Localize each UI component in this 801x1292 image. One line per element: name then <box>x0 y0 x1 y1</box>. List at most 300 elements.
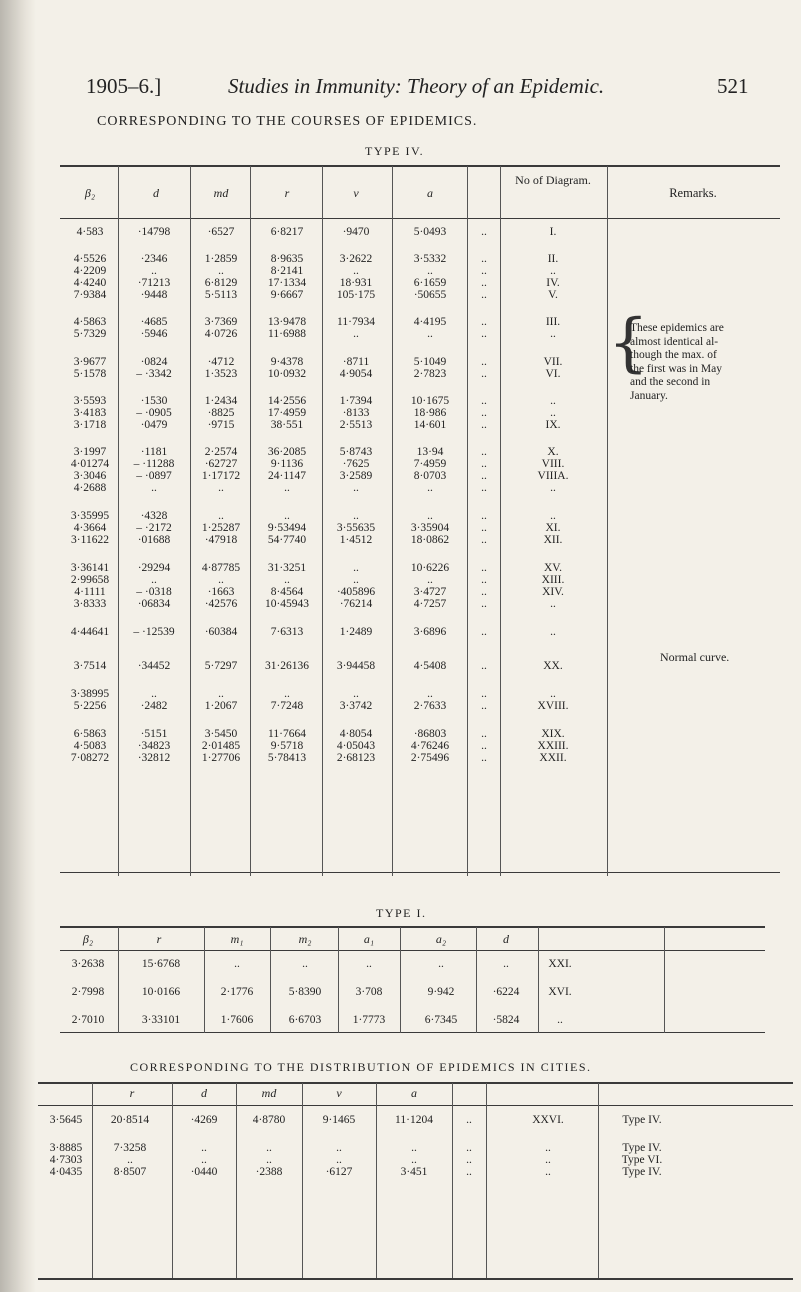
type-iv-cell: 7·9384 <box>73 289 107 301</box>
type-iv-cell: 4·5863 <box>73 316 107 328</box>
type-iv-cell: 105·175 <box>336 289 376 301</box>
type-i-cell: 6·7345 <box>424 1014 458 1026</box>
type-iv-cell: 1·27706 <box>201 752 241 764</box>
cities-cell: .. <box>411 1154 417 1166</box>
type-iv-cell: .. <box>481 740 487 752</box>
cities-cell: 3·451 <box>400 1166 428 1178</box>
type-iv-cell: ·0824 <box>140 356 168 368</box>
type-iv-cell: 4·76246 <box>410 740 450 752</box>
type-iv-cell: ·60384 <box>204 626 238 638</box>
cities-cell: .. <box>411 1142 417 1154</box>
header-title: Studies in Immunity: Theory of an Epidemic. <box>228 74 605 98</box>
type-iv-cell: .. <box>218 510 224 522</box>
type-iv-cell: 1·25287 <box>201 522 241 534</box>
type-iv-cell: 2·2574 <box>204 446 238 458</box>
type-iv-cell: 3·4727 <box>413 586 447 598</box>
type-iv-cell: 14·601 <box>413 419 447 431</box>
cities-cell: XXVI. <box>532 1114 564 1126</box>
type-iv-cell: IX. <box>545 419 561 431</box>
type-iv-cell: – ·0905 <box>136 407 172 419</box>
type-iv-cell: .. <box>218 574 224 586</box>
type-i-cell: .. <box>503 958 509 970</box>
type-i-cell: 6·6703 <box>288 1014 322 1026</box>
type-iv-top-rule <box>60 165 780 167</box>
cities-cell: .. <box>201 1142 207 1154</box>
type-i-title: TYPE I. <box>376 906 427 920</box>
type-iv-cell: 3·3046 <box>73 470 107 482</box>
type-iv-cell: 2·7823 <box>413 368 447 380</box>
type-iv-cell: ·8825 <box>207 407 235 419</box>
type-iv-cell: .. <box>481 368 487 380</box>
type-i-cell: .. <box>302 958 308 970</box>
type-iv-col-sep <box>467 166 468 876</box>
type-iv-cell: 11·7934 <box>337 316 375 328</box>
type-iv-cell: ·7625 <box>342 458 370 470</box>
type-iv-cell: .. <box>481 728 487 740</box>
type-iv-cell: 7·7248 <box>270 700 304 712</box>
type-iv-cell: ·4712 <box>207 356 235 368</box>
type-iv-cell: 6·1659 <box>413 277 447 289</box>
type-iv-cell: .. <box>481 395 487 407</box>
type-iv-cell: 1·2859 <box>204 253 238 265</box>
cities-col-sep <box>236 1083 237 1278</box>
type-i-cell: XXI. <box>548 958 572 970</box>
type-iv-cell: ·9448 <box>140 289 168 301</box>
type-iv-cell: VIII. <box>541 458 565 470</box>
type-iv-cell: 3·7514 <box>73 660 107 672</box>
type-i-cell: 2·1776 <box>220 986 254 998</box>
type-i-cell: .. <box>366 958 372 970</box>
cities-cell: 7·3258 <box>113 1142 147 1154</box>
type-iv-cell: .. <box>481 562 487 574</box>
type-iv-cell: 3·5332 <box>413 253 447 265</box>
type-iv-cell: 31·26136 <box>264 660 310 672</box>
type-iv-cell: 9·4378 <box>270 356 304 368</box>
type-i-col-sep <box>664 927 665 1033</box>
type-iv-cell: 17·4959 <box>267 407 307 419</box>
type-iv-cell: XII. <box>543 534 563 546</box>
cities-cell: 9·1465 <box>322 1114 356 1126</box>
type-iv-cell: ·1181 <box>140 446 168 458</box>
col-head-a: a <box>427 186 433 200</box>
cities-col-sep <box>92 1083 93 1278</box>
type-iv-cell: .. <box>151 265 157 277</box>
type-iv-cell: .. <box>151 688 157 700</box>
type-iv-cell: 3·36141 <box>70 562 110 574</box>
type-iv-cell: 3·1718 <box>73 419 107 431</box>
type-iv-cell: 2·68123 <box>336 752 376 764</box>
type-iv-cell: .. <box>353 688 359 700</box>
type-iv-cell: 3·2622 <box>339 253 373 265</box>
type-iv-cell: 3·1997 <box>73 446 107 458</box>
type-i-cell: 3·2638 <box>71 958 105 970</box>
type-iv-col-sep <box>322 166 323 876</box>
type-iv-col-sep <box>118 166 119 876</box>
type-iv-cell: ·9470 <box>342 226 370 238</box>
cities-head-md: md <box>261 1086 277 1100</box>
type-iv-cell: ·5946 <box>140 328 168 340</box>
cities-col-sep <box>486 1083 487 1278</box>
type-iv-cell: – ·3342 <box>136 368 172 380</box>
cities-cell: 4·8780 <box>252 1114 286 1126</box>
type-iv-cell: 18·931 <box>339 277 373 289</box>
type-iv-cell: – ·0897 <box>136 470 172 482</box>
type-i-cell: .. <box>234 958 240 970</box>
type-iv-cell: – ·11288 <box>133 458 175 470</box>
type-i-top-rule <box>60 926 765 928</box>
type-iv-cell: 5·78413 <box>267 752 307 764</box>
type-iv-cell: 36·2085 <box>267 446 307 458</box>
type-iv-cell: 4·8054 <box>339 728 373 740</box>
cities-cell: .. <box>336 1154 342 1166</box>
type-i-cell: ·6224 <box>492 986 520 998</box>
type-i-col-sep <box>270 927 271 1033</box>
type-iv-cell: .. <box>151 574 157 586</box>
type-i-head-m2: m₂ <box>298 932 312 946</box>
type-iv-cell: 10·0932 <box>267 368 307 380</box>
type-i-col-sep <box>476 927 477 1033</box>
type-iv-cell: XXIII. <box>537 740 569 752</box>
type-iv-cell: 3·38995 <box>70 688 110 700</box>
type-iv-cell: 5·1578 <box>73 368 107 380</box>
type-iv-cell: ·405896 <box>336 586 376 598</box>
type-iv-cell: ·8711 <box>342 356 370 368</box>
type-iv-cell: ·71213 <box>137 277 171 289</box>
type-i-col-sep <box>338 927 339 1033</box>
type-iv-cell: .. <box>550 482 556 494</box>
cities-header-rule <box>38 1105 793 1106</box>
type-iv-cell: 4·4240 <box>73 277 107 289</box>
type-iv-cell: X. <box>547 446 559 458</box>
type-i-col-sep <box>118 927 119 1033</box>
type-iv-cell: ·9715 <box>207 419 235 431</box>
col-head-beta2: β₂ <box>84 186 96 200</box>
type-iv-cell: XV. <box>543 562 563 574</box>
cities-col-sep <box>172 1083 173 1278</box>
cities-bottom-rule <box>38 1278 793 1280</box>
type-iv-cell: 3·5450 <box>204 728 238 740</box>
type-iv-cell: 3·7369 <box>204 316 238 328</box>
section-title: CORRESPONDING TO THE COURSES OF EPIDEMICS. <box>97 114 478 129</box>
type-i-cell: 9·942 <box>427 986 455 998</box>
type-iv-cell: .. <box>550 510 556 522</box>
col-head-r: r <box>284 186 290 200</box>
type-iv-cell: .. <box>481 316 487 328</box>
cities-col-sep <box>302 1083 303 1278</box>
type-iv-cell: .. <box>481 534 487 546</box>
type-i-head-a1: a₁ <box>363 932 375 946</box>
type-iv-cell: 3·6896 <box>413 626 447 638</box>
type-iv-cell: .. <box>550 265 556 277</box>
type-iv-bottom-rule <box>60 872 780 873</box>
col-head-nu: ν <box>353 186 359 200</box>
type-iv-cell: .. <box>481 458 487 470</box>
type-i-cell: 2·7010 <box>71 1014 105 1026</box>
type-iv-cell: ·86803 <box>413 728 447 740</box>
cities-cell: 11·1204 <box>395 1114 433 1126</box>
type-iv-cell: 4·0726 <box>204 328 238 340</box>
type-iv-col-sep <box>392 166 393 876</box>
cities-cell: .. <box>266 1142 272 1154</box>
col-head-diagram: No of Diagram. <box>515 173 591 187</box>
cities-head-d: d <box>201 1086 207 1100</box>
type-iv-cell: VIIIA. <box>537 470 569 482</box>
type-iv-title: TYPE IV. <box>365 144 425 158</box>
type-iv-cell: III. <box>545 316 561 328</box>
type-i-cell: .. <box>557 1014 563 1026</box>
cities-cell: .. <box>466 1166 472 1178</box>
type-iv-cell: ·2482 <box>140 700 168 712</box>
type-iv-cell: XIV. <box>542 586 564 598</box>
page-edge-shadow <box>0 0 36 1292</box>
type-iv-cell: 4·44641 <box>70 626 110 638</box>
type-iv-cell: 3·4183 <box>73 407 107 419</box>
type-i-col-sep <box>538 927 539 1033</box>
cities-head-a: a <box>411 1086 417 1100</box>
type-iv-cell: .. <box>284 574 290 586</box>
cities-top-rule <box>38 1082 793 1084</box>
type-iv-cell: 3·5593 <box>73 395 107 407</box>
type-iv-cell: .. <box>353 328 359 340</box>
type-iv-cell: .. <box>427 265 433 277</box>
type-i-cell: 1·7773 <box>352 1014 386 1026</box>
cities-cell: ·2388 <box>255 1166 283 1178</box>
cities-cell: ·4269 <box>190 1114 218 1126</box>
type-iv-cell: I. <box>549 226 557 238</box>
type-iv-cell: .. <box>284 482 290 494</box>
type-iv-cell: V. <box>548 289 558 301</box>
type-iv-cell: .. <box>151 482 157 494</box>
type-i-cell: 10·0166 <box>141 986 181 998</box>
type-iv-cell: 24·1147 <box>268 470 306 482</box>
type-iv-col-sep <box>607 166 608 876</box>
type-iv-cell: 4·583 <box>76 226 104 238</box>
type-iv-cell: 1·2067 <box>204 700 238 712</box>
header-year: 1905–6.] <box>86 74 162 98</box>
type-iv-cell: .. <box>481 356 487 368</box>
type-iv-cell: .. <box>481 277 487 289</box>
cities-cell: Type IV. <box>622 1142 662 1154</box>
type-iv-cell: ·06834 <box>137 598 171 610</box>
type-iv-cell: .. <box>481 688 487 700</box>
type-iv-cell: 8·9635 <box>270 253 304 265</box>
type-iv-cell: 5·8743 <box>339 446 373 458</box>
cities-cell: Type IV. <box>622 1114 662 1126</box>
type-iv-cell: 3·2589 <box>339 470 373 482</box>
type-iv-cell: XIII. <box>541 574 565 586</box>
type-iv-cell: 3·8333 <box>73 598 107 610</box>
cities-cell: .. <box>545 1142 551 1154</box>
type-iv-cell: .. <box>353 510 359 522</box>
type-iv-cell: 8·4564 <box>270 586 304 598</box>
type-iv-cell: 6·8217 <box>270 226 304 238</box>
type-iv-cell: 1·2434 <box>204 395 238 407</box>
type-iv-cell: 38·551 <box>270 419 304 431</box>
type-iv-cell: 4·05043 <box>336 740 376 752</box>
type-i-head-m1: m₁ <box>230 932 244 946</box>
type-iv-cell: ·1663 <box>207 586 235 598</box>
type-iv-cell: .. <box>481 226 487 238</box>
cities-cell: 4·7303 <box>49 1154 83 1166</box>
type-iv-cell: 11·6988 <box>268 328 306 340</box>
cities-cell: 3·5645 <box>49 1114 83 1126</box>
type-i-head-a2: a₂ <box>435 932 447 946</box>
cities-col-sep <box>452 1083 453 1278</box>
type-iv-cell: 4·7257 <box>413 598 447 610</box>
cities-cell: .. <box>466 1154 472 1166</box>
type-iv-cell: 10·1675 <box>410 395 450 407</box>
type-iv-cell: 14·2556 <box>267 395 307 407</box>
cities-cell: .. <box>545 1154 551 1166</box>
type-iv-cell: 4·9054 <box>339 368 373 380</box>
type-iv-cell: 4·1111 <box>74 586 106 598</box>
type-iv-cell: 2·99658 <box>70 574 110 586</box>
type-iv-cell: 5·7329 <box>73 328 107 340</box>
remark-normal-curve: Normal curve. <box>660 650 730 664</box>
type-iv-cell: .. <box>481 598 487 610</box>
type-iv-header-rule <box>60 218 780 219</box>
col-head-d: d <box>153 186 159 200</box>
type-iv-col-sep <box>250 166 251 876</box>
type-i-bottom-rule <box>60 1032 765 1033</box>
type-iv-cell: 4·2688 <box>73 482 107 494</box>
type-iv-cell: .. <box>481 510 487 522</box>
type-iv-cell: .. <box>481 470 487 482</box>
type-i-col-sep <box>400 927 401 1033</box>
type-iv-cell: 5·7297 <box>204 660 238 672</box>
type-iv-cell: .. <box>550 395 556 407</box>
type-iv-cell: XX. <box>543 660 563 672</box>
type-iv-cell: 2·75496 <box>410 752 450 764</box>
type-iv-cell: .. <box>218 482 224 494</box>
type-iv-cell: VII. <box>543 356 563 368</box>
col-head-md: md <box>213 186 229 200</box>
type-iv-cell: 1·2489 <box>339 626 373 638</box>
type-iv-cell: 5·5113 <box>204 289 238 301</box>
type-iv-cell: XIX. <box>541 728 565 740</box>
type-iv-cell: 4·3664 <box>73 522 107 534</box>
type-iv-cell: .. <box>218 265 224 277</box>
type-iv-cell: 8·0703 <box>413 470 447 482</box>
type-iv-cell: 3·55635 <box>336 522 376 534</box>
type-iv-cell: 18·0862 <box>410 534 450 546</box>
type-i-cell: 1·7606 <box>220 1014 254 1026</box>
type-iv-cell: 1·3523 <box>204 368 238 380</box>
type-iv-cell: ·4685 <box>140 316 168 328</box>
cities-head-r: r <box>129 1086 135 1100</box>
type-i-header-rule <box>60 950 765 951</box>
type-iv-cell: 4·87785 <box>201 562 241 574</box>
type-iv-cell: .. <box>481 482 487 494</box>
type-iv-cell: 17·1334 <box>267 277 307 289</box>
cities-cell: 20·8514 <box>110 1114 150 1126</box>
type-iv-cell: ·6527 <box>207 226 235 238</box>
type-iv-cell: 1·7394 <box>339 395 373 407</box>
type-iv-cell: 5·0493 <box>413 226 447 238</box>
cities-cell: .. <box>127 1154 133 1166</box>
type-iv-cell: ·1530 <box>140 395 168 407</box>
type-iv-cell: 3·35995 <box>70 510 110 522</box>
type-iv-cell: .. <box>284 510 290 522</box>
type-iv-cell: 6·5863 <box>73 728 107 740</box>
type-iv-cell: 2·7633 <box>413 700 447 712</box>
type-iv-cell: 11·7664 <box>268 728 306 740</box>
cities-cell: ·0440 <box>190 1166 218 1178</box>
type-iv-cell: .. <box>353 574 359 586</box>
type-iv-cell: .. <box>550 598 556 610</box>
type-i-cell: 3·708 <box>355 986 383 998</box>
type-iv-cell: ·29294 <box>137 562 171 574</box>
type-iv-cell: .. <box>481 253 487 265</box>
type-iv-cell: .. <box>353 482 359 494</box>
cities-cell: .. <box>336 1142 342 1154</box>
type-iv-cell: 5·1049 <box>413 356 447 368</box>
type-i-head-r: r <box>156 932 162 946</box>
type-iv-cell: 54·7740 <box>267 534 307 546</box>
page-number: 521 <box>717 74 749 98</box>
type-i-cell: 5·8390 <box>288 986 322 998</box>
type-iv-cell: .. <box>353 562 359 574</box>
cities-head-nu: ν <box>336 1086 342 1100</box>
type-i-head-beta2: β₂ <box>82 932 94 946</box>
type-i-cell: ·5824 <box>492 1014 520 1026</box>
cities-col-sep <box>598 1083 599 1278</box>
cities-cell: .. <box>466 1114 472 1126</box>
type-iv-cell: .. <box>481 522 487 534</box>
type-iv-cell: .. <box>284 688 290 700</box>
type-iv-cell: ·5151 <box>140 728 168 740</box>
type-iv-cell: 9·1136 <box>270 458 304 470</box>
type-iv-cell: .. <box>550 626 556 638</box>
type-iv-cell: 4·5408 <box>413 660 447 672</box>
type-iv-cell: II. <box>547 253 559 265</box>
type-iv-cell: XVIII. <box>537 700 569 712</box>
type-iv-cell: 10·6226 <box>410 562 450 574</box>
cities-cell: .. <box>201 1154 207 1166</box>
type-iv-cell: 13·9478 <box>267 316 307 328</box>
type-iv-cell: 6·8129 <box>204 277 238 289</box>
type-iv-cell: 13·94 <box>416 446 444 458</box>
type-iv-cell: .. <box>481 752 487 764</box>
type-i-cell: 3·33101 <box>141 1014 181 1026</box>
type-iv-cell: .. <box>427 510 433 522</box>
cities-cell: 4·0435 <box>49 1166 83 1178</box>
cities-col-sep <box>376 1083 377 1278</box>
type-i-head-d: d <box>503 932 509 946</box>
remark-epidemics: These epidemics are almost identical al- though the max. of the first was in May and the second in January. <box>630 322 724 402</box>
type-iv-cell: 7·08272 <box>70 752 110 764</box>
type-iv-cell: ·62727 <box>204 458 238 470</box>
cities-cell: 8·8507 <box>113 1166 147 1178</box>
type-iv-cell: 31·3251 <box>267 562 307 574</box>
type-iv-col-sep <box>500 166 501 876</box>
type-iv-cell: XXII. <box>539 752 567 764</box>
type-iv-cell: 4·5526 <box>73 253 107 265</box>
cities-title: CORRESPONDING TO THE DISTRIBUTION OF EPIDEMICS IN CITIES. <box>130 1060 592 1074</box>
type-i-cell: 15·6768 <box>141 958 181 970</box>
type-iv-cell: 3·35904 <box>410 522 450 534</box>
cities-cell: Type IV. <box>622 1166 662 1178</box>
type-iv-cell: 9·6667 <box>270 289 304 301</box>
type-iv-cell: .. <box>481 419 487 431</box>
type-iv-cell: ·76214 <box>339 598 373 610</box>
type-iv-cell: 3·11622 <box>71 534 109 546</box>
type-iv-cell: ·34452 <box>137 660 171 672</box>
type-iv-cell: .. <box>427 482 433 494</box>
type-iv-cell: .. <box>481 574 487 586</box>
type-iv-cell: 3·3742 <box>339 700 373 712</box>
type-iv-cell: .. <box>218 688 224 700</box>
